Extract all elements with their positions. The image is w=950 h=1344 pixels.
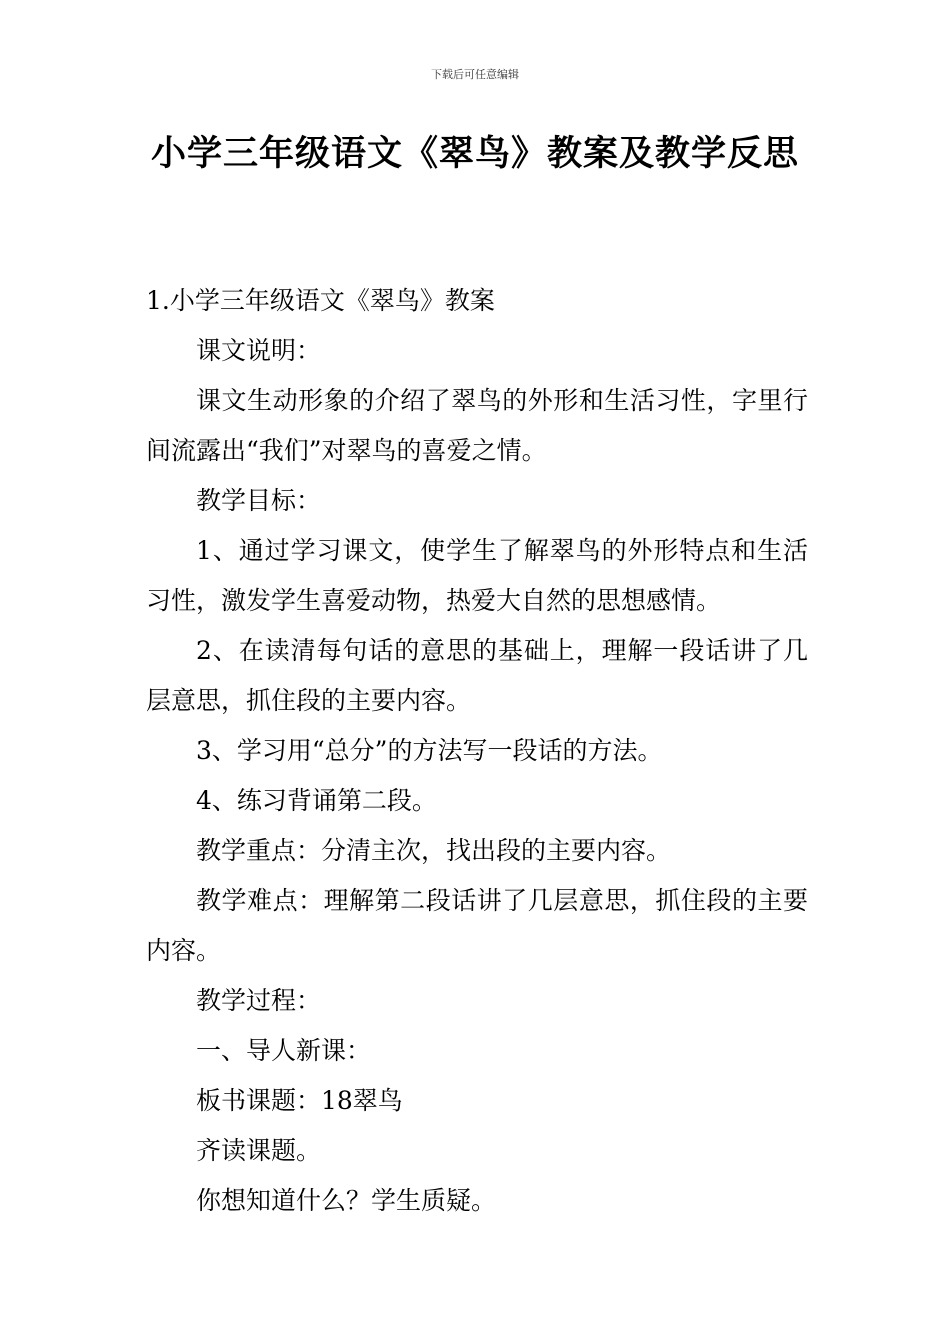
paragraph: 教学难点：理解第二段话讲了几层意思，抓住段的主要内容。 — [146, 886, 808, 965]
paragraph: 2、在读清每句话的意思的基础上，理解一段话讲了几层意思，抓住段的主要内容。 — [146, 636, 808, 715]
header-note: 下载后可任意编辑 — [431, 68, 519, 81]
paragraph: 1、通过学习课文，使学生了解翠鸟的外形特点和生活习性，激发学生喜爱动物，热爱大自然的思想感情。 — [146, 536, 808, 615]
document-title: 小学三年级语文《翠鸟》教案及教学反思 — [150, 134, 799, 174]
paragraph: 教学目标： — [196, 486, 322, 515]
paragraph: 3、学习用“总分”的方法写一段话的方法。 — [196, 736, 663, 765]
paragraph: 一、导人新课： — [196, 1036, 372, 1065]
paragraph: 教学过程： — [196, 986, 322, 1015]
paragraph: 你想知道什么？学生质疑。 — [196, 1186, 497, 1215]
document-body — [146, 276, 808, 1226]
paragraph: 板书课题：18翠鸟 — [196, 1086, 403, 1115]
paragraph: 齐读课题。 — [196, 1136, 322, 1165]
paragraph: 4、练习背诵第二段。 — [196, 786, 437, 815]
paragraph: 课文生动形象的介绍了翠鸟的外形和生活习性，字里行间流露出“我们”对翠鸟的喜爱之情。 — [146, 386, 808, 465]
section-heading: 1.小学三年级语文《翠鸟》教案 — [146, 286, 495, 315]
paragraph: 教学重点：分清主次，找出段的主要内容。 — [196, 836, 672, 865]
paragraph: 课文说明： — [196, 336, 322, 365]
